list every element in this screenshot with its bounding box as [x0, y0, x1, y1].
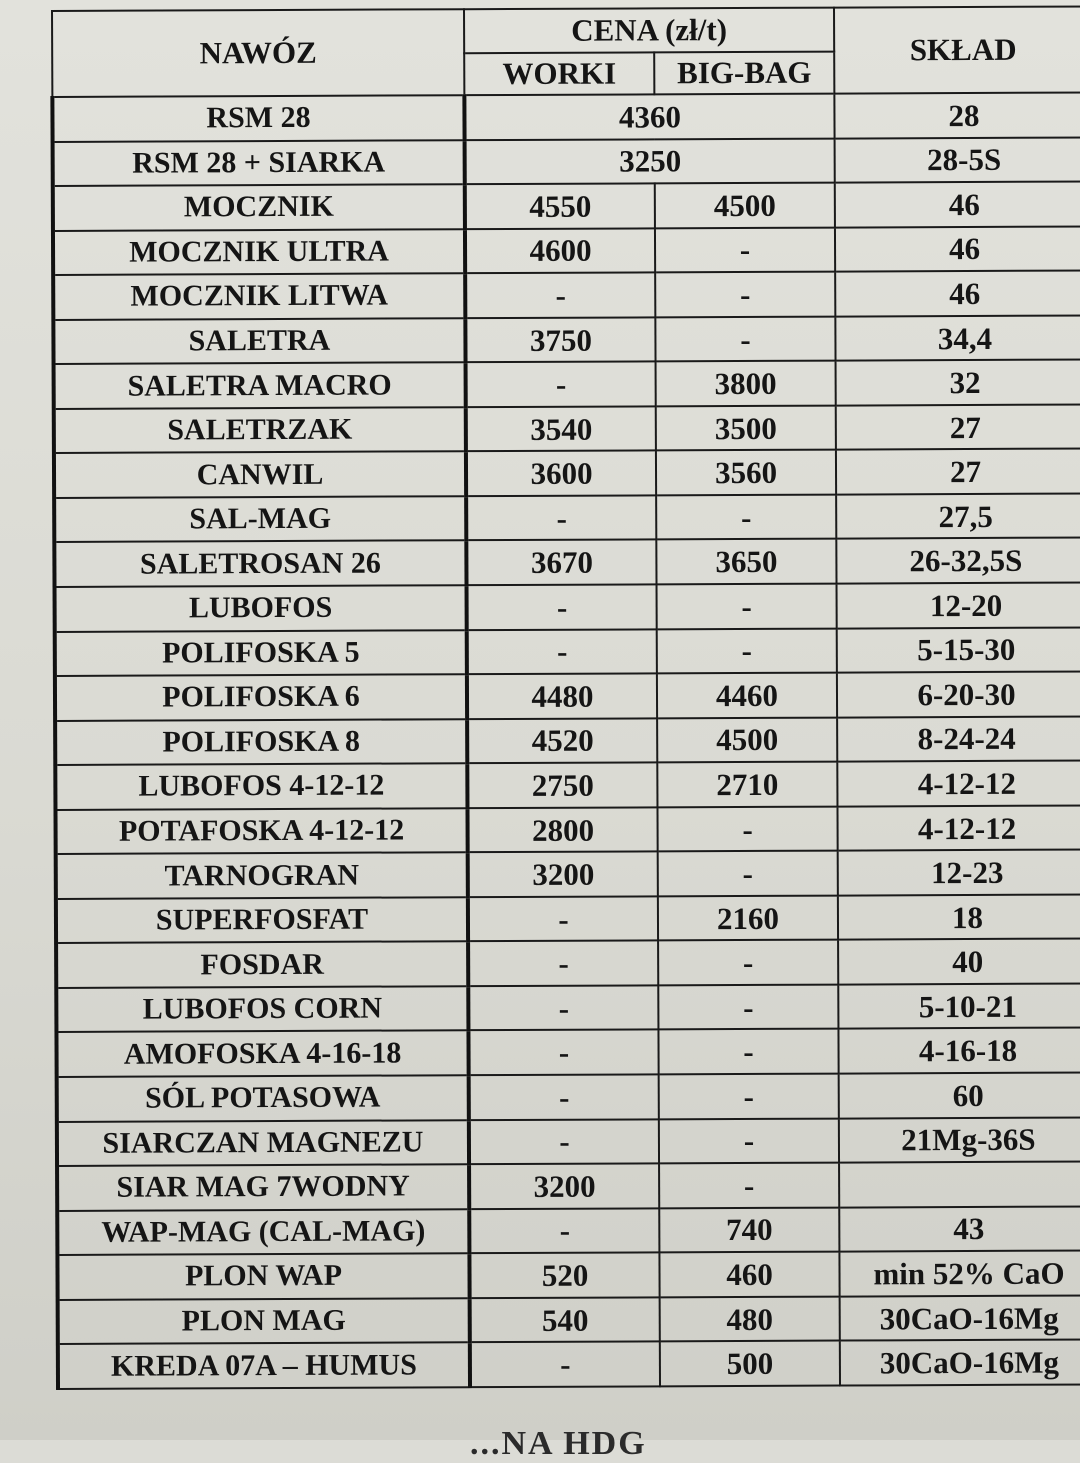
price-worki: -	[467, 629, 657, 674]
price-bigbag: 480	[660, 1296, 840, 1341]
table-row	[57, 1206, 1080, 1255]
table-row	[54, 538, 1080, 587]
footer-partial-text: ...NA HDG	[470, 1425, 647, 1462]
fertilizer-name: POLIFOSKA 5	[55, 630, 467, 676]
fertilizer-name: TARNOGRAN	[56, 852, 468, 898]
header-worki: WORKI	[464, 52, 654, 95]
fertilizer-name: POLIFOSKA 6	[55, 674, 467, 720]
fertilizer-name: CANWIL	[54, 452, 466, 498]
composition: 30CaO-16Mg	[840, 1340, 1080, 1386]
table-row	[55, 672, 1080, 721]
fertilizer-name: MOCZNIK LITWA	[53, 273, 465, 319]
composition: 4-16-18	[838, 1028, 1080, 1074]
price-worki: 3750	[465, 317, 655, 362]
price-bigbag: 3800	[656, 361, 836, 406]
composition: 12-20	[837, 582, 1080, 628]
price-worki: 3600	[466, 451, 656, 496]
fertilizer-name: POTAFOSKA 4-12-12	[55, 808, 467, 854]
table-row	[54, 404, 1080, 453]
composition: 4-12-12	[837, 761, 1080, 807]
fertilizer-name: MOCZNIK ULTRA	[53, 229, 465, 275]
table-row	[55, 805, 1080, 854]
table-row	[53, 182, 1080, 231]
fertilizer-name: FOSDAR	[56, 942, 468, 988]
table-row	[57, 1117, 1080, 1166]
composition: 21Mg-36S	[839, 1117, 1080, 1163]
composition: 28	[834, 92, 1080, 138]
fertilizer-name: AMOFOSKA 4-16-18	[56, 1031, 468, 1077]
price-bigbag: 4500	[657, 717, 837, 762]
table-row	[56, 894, 1080, 943]
price-bigbag: 3500	[656, 405, 836, 450]
price-worki: -	[469, 1208, 659, 1253]
price-worki: 4600	[465, 228, 655, 273]
table-row	[55, 761, 1080, 810]
table-row	[53, 315, 1080, 364]
header-sklad: SKŁAD	[834, 6, 1080, 93]
fertilizer-name: LUBOFOS CORN	[56, 986, 468, 1032]
price-worki: -	[466, 362, 656, 407]
price-worki: 4520	[467, 718, 657, 763]
fertilizer-name: WAP-MAG (CAL-MAG)	[57, 1209, 469, 1255]
table-row	[54, 360, 1080, 409]
price-worki: -	[468, 1030, 658, 1075]
composition: 40	[838, 939, 1080, 985]
price-worki: 3200	[468, 852, 658, 897]
price-bigbag: -	[658, 851, 838, 896]
price-worki: -	[469, 1119, 659, 1164]
price-worki: 3200	[469, 1163, 659, 1208]
fertilizer-name: SUPERFOSFAT	[56, 897, 468, 943]
table-row	[58, 1295, 1080, 1344]
composition: 12-23	[838, 850, 1080, 896]
composition: 46	[835, 271, 1080, 317]
table-row	[56, 1028, 1080, 1077]
composition: 27	[836, 449, 1080, 495]
fertilizer-name: SALETRZAK	[54, 407, 466, 453]
fertilizer-name: RSM 28 + SIARKA	[53, 140, 465, 186]
fertilizer-name: PLON WAP	[57, 1253, 469, 1299]
composition: 30CaO-16Mg	[840, 1295, 1080, 1341]
price-bigbag: -	[657, 584, 837, 629]
price-bigbag: -	[655, 316, 835, 361]
fertilizer-name: SÓL POTASOWA	[57, 1075, 469, 1121]
price-bigbag: -	[655, 272, 835, 317]
price-bigbag: 2710	[657, 762, 837, 807]
price-worki: 4480	[467, 673, 657, 718]
composition: 8-24-24	[837, 716, 1080, 762]
table-row	[52, 92, 1080, 141]
fertilizer-name: SALETRA MACRO	[54, 362, 466, 408]
price-bigbag: 740	[659, 1207, 839, 1252]
price-bigbag: -	[657, 806, 837, 851]
table-row	[56, 939, 1080, 988]
table-row	[54, 493, 1080, 542]
price-bigbag: 3650	[656, 539, 836, 584]
composition: 26-32,5S	[836, 538, 1080, 584]
price-bigbag: -	[658, 1029, 838, 1074]
price-bigbag: -	[658, 940, 838, 985]
composition: 28-5S	[835, 137, 1080, 183]
fertilizer-name: RSM 28	[52, 95, 464, 141]
price-worki: -	[467, 584, 657, 629]
price-bigbag: 3560	[656, 450, 836, 495]
composition: 46	[835, 226, 1080, 272]
price-merged: 3250	[465, 138, 835, 184]
composition: 18	[838, 894, 1080, 940]
composition: 27	[836, 404, 1080, 450]
fertilizer-price-table	[50, 5, 1080, 1389]
composition: 43	[839, 1206, 1080, 1252]
fertilizer-name: SIAR MAG 7WODNY	[57, 1164, 469, 1210]
price-bigbag: -	[659, 1074, 839, 1119]
price-worki: 520	[469, 1253, 659, 1298]
price-worki: -	[470, 1342, 660, 1387]
price-bigbag: -	[658, 985, 838, 1030]
price-worki: -	[468, 985, 658, 1030]
fertilizer-name: POLIFOSKA 8	[55, 719, 467, 765]
composition: min 52% CaO	[839, 1251, 1080, 1297]
composition: 4-12-12	[837, 805, 1080, 851]
composition: 34,4	[835, 315, 1080, 361]
composition: 32	[836, 360, 1080, 406]
header-cena: CENA (zł/t)	[464, 8, 834, 54]
price-merged: 4360	[464, 94, 834, 140]
table-row	[57, 1251, 1080, 1300]
fertilizer-name: LUBOFOS 4-12-12	[55, 763, 467, 809]
header-bigbag: BIG-BAG	[654, 52, 834, 95]
price-bigbag: 460	[659, 1252, 839, 1297]
fertilizer-name: PLON MAG	[58, 1298, 470, 1344]
header-nawoz: NAWÓZ	[52, 9, 464, 97]
price-worki: 540	[470, 1297, 660, 1342]
fertilizer-name: SALETROSAN 26	[54, 541, 466, 587]
price-worki: -	[466, 495, 656, 540]
composition: 6-20-30	[837, 672, 1080, 718]
price-bigbag: 4500	[655, 183, 835, 228]
price-worki: 2750	[467, 763, 657, 808]
composition: 5-15-30	[837, 627, 1080, 673]
price-bigbag: -	[656, 494, 836, 539]
composition	[839, 1162, 1080, 1208]
table-row	[55, 582, 1080, 631]
table-body	[52, 92, 1080, 1388]
table-row	[53, 271, 1080, 320]
table-row	[55, 627, 1080, 676]
price-worki: 3670	[466, 540, 656, 585]
price-bigbag: 2160	[658, 895, 838, 940]
price-bigbag: -	[657, 628, 837, 673]
price-worki: -	[465, 273, 655, 318]
fertilizer-name: SALETRA	[53, 318, 465, 364]
price-worki: 3540	[466, 406, 656, 451]
fertilizer-name: LUBOFOS	[55, 585, 467, 631]
fertilizer-name: SIARCZAN MAGNEZU	[57, 1120, 469, 1166]
fertilizer-name: MOCZNIK	[53, 184, 465, 230]
price-worki: -	[468, 941, 658, 986]
fertilizer-name: SAL-MAG	[54, 496, 466, 542]
price-worki: -	[469, 1074, 659, 1119]
price-bigbag: 4460	[657, 673, 837, 718]
price-worki: 2800	[467, 807, 657, 852]
price-bigbag: -	[659, 1163, 839, 1208]
price-worki: 4550	[465, 183, 655, 228]
price-bigbag: -	[655, 227, 835, 272]
price-bigbag: -	[659, 1118, 839, 1163]
table-row	[57, 1072, 1080, 1121]
table-row	[53, 226, 1080, 275]
table-row	[54, 449, 1080, 498]
table-row	[55, 716, 1080, 765]
price-worki: -	[468, 896, 658, 941]
fertilizer-name: KREDA 07A – HUMUS	[58, 1342, 470, 1388]
table-row	[56, 850, 1080, 899]
table-row	[56, 983, 1080, 1032]
table-row	[58, 1340, 1080, 1389]
composition: 60	[839, 1072, 1080, 1118]
composition: 5-10-21	[838, 983, 1080, 1029]
table-row	[57, 1162, 1080, 1211]
table-row	[53, 137, 1080, 186]
composition: 46	[835, 182, 1080, 228]
composition: 27,5	[836, 493, 1080, 539]
price-bigbag: 500	[660, 1341, 840, 1386]
